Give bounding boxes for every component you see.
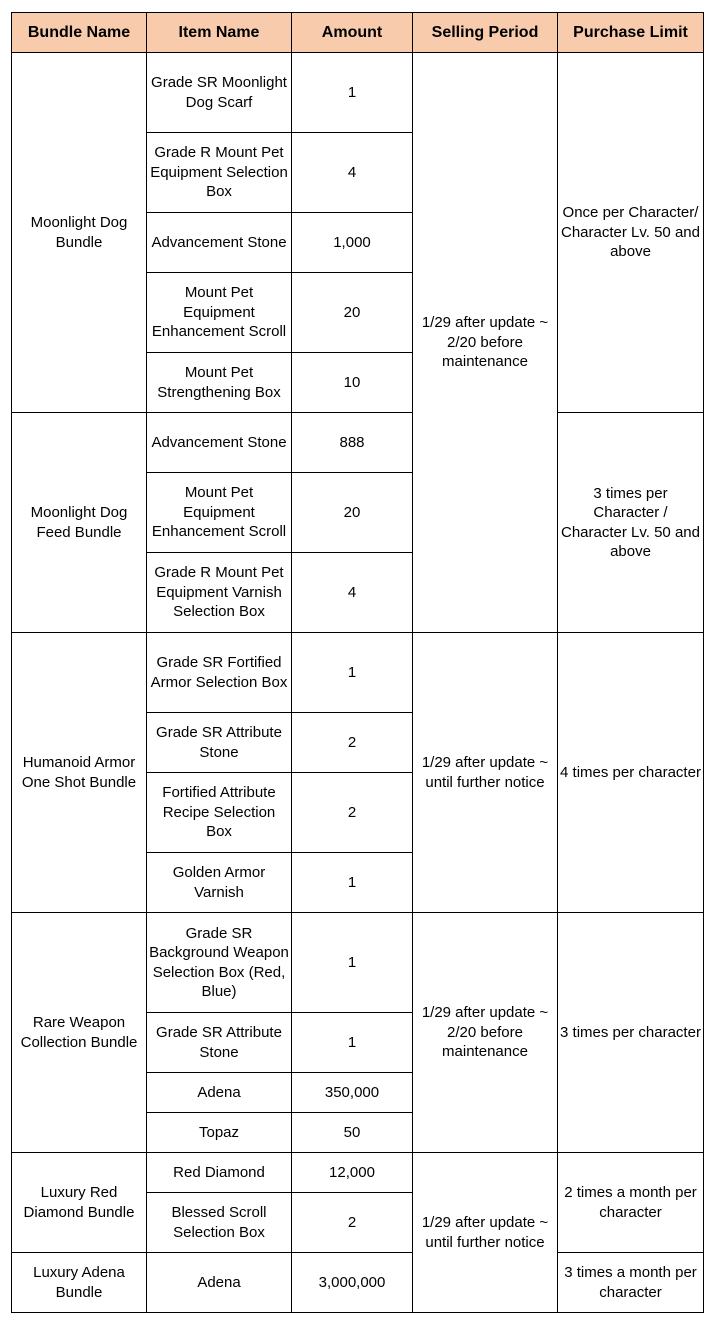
- selling-period-cell: 1/29 after update ~ until further notice: [413, 633, 558, 913]
- table-row: [12, 1153, 704, 1193]
- table-row: [12, 53, 704, 133]
- amount-cell: 1: [292, 913, 413, 1013]
- purchase-limit-cell: Once per Character/ Character Lv. 50 and above: [558, 53, 704, 413]
- item-name-cell: Golden Armor Varnish: [147, 853, 292, 913]
- purchase-limit-cell: 3 times per Character / Character Lv. 50 and above: [558, 413, 704, 633]
- amount-cell: 4: [292, 133, 413, 213]
- bundle-name-cell: Moonlight Dog Feed Bundle: [12, 413, 147, 633]
- amount-cell: 2: [292, 713, 413, 773]
- item-name-cell: Topaz: [147, 1113, 292, 1153]
- table-row: [12, 1253, 704, 1313]
- selling-period-cell: 1/29 after update ~ until further notice: [413, 1153, 558, 1313]
- header-row: [12, 13, 704, 53]
- amount-cell: 50: [292, 1113, 413, 1153]
- item-name-cell: Mount Pet Equipment Enhancement Scroll: [147, 273, 292, 353]
- header-item-name: Item Name: [147, 13, 292, 53]
- item-name-cell: Mount Pet Equipment Enhancement Scroll: [147, 473, 292, 553]
- item-name-cell: Grade R Mount Pet Equipment Varnish Selection Box: [147, 553, 292, 633]
- table-row: [12, 913, 704, 1013]
- purchase-limit-cell: 2 times a month per character: [558, 1153, 704, 1253]
- item-name-cell: Blessed Scroll Selection Box: [147, 1193, 292, 1253]
- bundle-table: [11, 12, 704, 1313]
- item-name-cell: Grade SR Fortified Armor Selection Box: [147, 633, 292, 713]
- bundle-name-cell: Rare Weapon Collection Bundle: [12, 913, 147, 1153]
- item-name-cell: Grade SR Attribute Stone: [147, 1013, 292, 1073]
- amount-cell: 20: [292, 473, 413, 553]
- selling-period-cell: 1/29 after update ~ 2/20 before maintenance: [413, 913, 558, 1153]
- table-row: [12, 633, 704, 713]
- amount-cell: 12,000: [292, 1153, 413, 1193]
- bundle-name-cell: Humanoid Armor One Shot Bundle: [12, 633, 147, 913]
- item-name-cell: Red Diamond: [147, 1153, 292, 1193]
- bundle-name-cell: Luxury Adena Bundle: [12, 1253, 147, 1313]
- header-amount: Amount: [292, 13, 413, 53]
- bundle-name-cell: Luxury Red Diamond Bundle: [12, 1153, 147, 1253]
- header-bundle-name: Bundle Name: [12, 13, 147, 53]
- amount-cell: 10: [292, 353, 413, 413]
- item-name-cell: Grade SR Moonlight Dog Scarf: [147, 53, 292, 133]
- purchase-limit-cell: 3 times per character: [558, 913, 704, 1153]
- item-name-cell: Adena: [147, 1253, 292, 1313]
- item-name-cell: Adena: [147, 1073, 292, 1113]
- amount-cell: 1,000: [292, 213, 413, 273]
- header-selling-period: Selling Period: [413, 13, 558, 53]
- item-name-cell: Advancement Stone: [147, 213, 292, 273]
- purchase-limit-cell: 3 times a month per character: [558, 1253, 704, 1313]
- amount-cell: 1: [292, 1013, 413, 1073]
- item-name-cell: Mount Pet Strengthening Box: [147, 353, 292, 413]
- header-purchase-limit: Purchase Limit: [558, 13, 704, 53]
- amount-cell: 2: [292, 773, 413, 853]
- item-name-cell: Fortified Attribute Recipe Selection Box: [147, 773, 292, 853]
- item-name-cell: Grade SR Attribute Stone: [147, 713, 292, 773]
- amount-cell: 1: [292, 633, 413, 713]
- item-name-cell: Grade SR Background Weapon Selection Box (Red, Blue): [147, 913, 292, 1013]
- amount-cell: 2: [292, 1193, 413, 1253]
- amount-cell: 3,000,000: [292, 1253, 413, 1313]
- amount-cell: 1: [292, 53, 413, 133]
- bundle-name-cell: Moonlight Dog Bundle: [12, 53, 147, 413]
- amount-cell: 888: [292, 413, 413, 473]
- amount-cell: 350,000: [292, 1073, 413, 1113]
- selling-period-cell: 1/29 after update ~ 2/20 before maintenance: [413, 53, 558, 633]
- item-name-cell: Advancement Stone: [147, 413, 292, 473]
- amount-cell: 1: [292, 853, 413, 913]
- item-name-cell: Grade R Mount Pet Equipment Selection Box: [147, 133, 292, 213]
- amount-cell: 4: [292, 553, 413, 633]
- bundle-table-container: [11, 12, 704, 1313]
- amount-cell: 20: [292, 273, 413, 353]
- purchase-limit-cell: 4 times per character: [558, 633, 704, 913]
- table-row: [12, 413, 704, 473]
